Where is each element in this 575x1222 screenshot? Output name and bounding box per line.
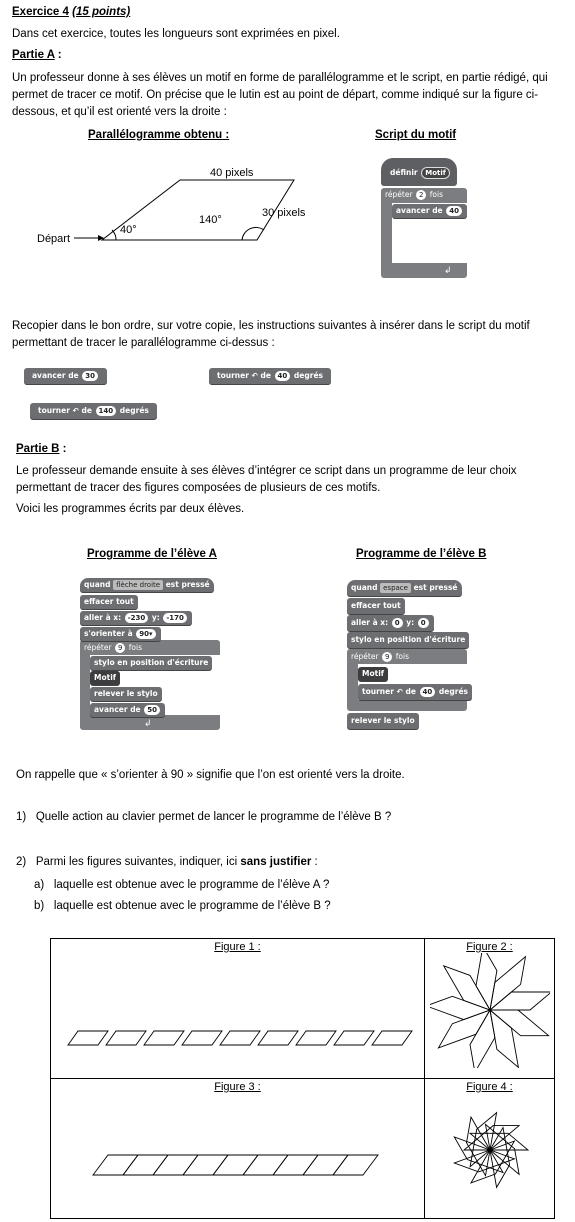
- b-n: 9: [382, 652, 392, 662]
- a-repeat: répéter: [84, 643, 112, 652]
- q2-pre: Parmi les figures suivantes, indiquer, ici: [35, 856, 241, 868]
- part-a-title: Partie A: [12, 49, 55, 61]
- b-key: espace: [380, 583, 411, 593]
- a-n: 9: [115, 643, 125, 653]
- label-angle-40: 40°: [120, 224, 137, 236]
- repeat-fois: fois: [429, 190, 444, 199]
- figures-table: [50, 938, 555, 1219]
- a-y-label: y:: [151, 613, 160, 622]
- a-fwd: 50: [144, 705, 160, 715]
- b2-text: tourner: [217, 371, 249, 380]
- b1-text: avancer de: [32, 371, 79, 380]
- b-fois: fois: [395, 652, 410, 661]
- a-dir: 90▾: [136, 629, 155, 639]
- figure-2-label: Figure 2 :: [466, 941, 513, 953]
- prog-b-repeat-label: [347, 650, 413, 664]
- rosette-petal: [490, 1010, 549, 1036]
- parallelogram-mark: [183, 1155, 228, 1175]
- rosette-petal: [430, 996, 490, 1019]
- parallelogram-mark: [182, 1031, 222, 1045]
- a-x: -230: [125, 613, 149, 623]
- intro-text: Dans cet exercice, toutes les longueurs sont exprimées en pixel.: [12, 28, 340, 40]
- a-goto: aller à x:: [84, 613, 122, 622]
- repeat-text: répéter: [385, 190, 413, 199]
- label-30-pixels: 30 pixels: [262, 207, 306, 219]
- rosette-petal: [490, 957, 526, 1010]
- figure-3-label: Figure 3 :: [214, 1081, 261, 1093]
- prog-b-motif: Motif: [358, 667, 388, 681]
- question-2: [16, 856, 318, 868]
- a-orient: s'orienter à: [84, 629, 133, 638]
- block-tourner-40: [209, 368, 331, 384]
- block-tourner-140: [30, 403, 157, 419]
- part-a-colon: :: [54, 49, 62, 61]
- program-b-title: Programme de l’élève B: [356, 548, 487, 560]
- figure-3-shapes: [93, 1155, 378, 1175]
- b-deg: 40: [420, 687, 436, 697]
- forward-value: 40: [446, 206, 462, 216]
- define-block-label: [386, 166, 455, 180]
- figure-2-cell: [425, 939, 555, 1079]
- repeat-label: [381, 188, 447, 202]
- b3-unit: degrés: [119, 406, 149, 415]
- rosette-petal: [443, 966, 489, 1010]
- b3-text: tourner: [38, 406, 70, 415]
- prog-b-penup: relever le stylo: [347, 713, 419, 729]
- parallelogram-mark: [258, 1031, 298, 1045]
- b3-de: de: [81, 406, 92, 415]
- b2-value: 40: [275, 371, 291, 381]
- parallelogram-mark: [213, 1155, 258, 1175]
- program-a-title: Programme de l’élève A: [87, 548, 217, 560]
- a-key: flèche droite: [113, 580, 163, 590]
- prog-b-turn: [358, 684, 472, 700]
- figure-1-drawing: [58, 953, 418, 1063]
- part-b-text1: Le professeur demande ensuite à ses élèves d’intégrer ce script dans un programme de leur choix permettant de tracer des figures composées de plusieurs de ces motifs.: [16, 465, 517, 494]
- part-a-instruction: Recopier dans le bon ordre, sur votre copie, les instructions suivantes à insérer dans le script du motif permettant de tracer le parallélogramme ci-dessus :: [12, 320, 530, 349]
- rosette-petal: [470, 1113, 497, 1167]
- prog-b-pendown: stylo en position d'écriture: [347, 632, 469, 648]
- qa-text: laquelle est obtenue avec le programme de l’élève A ?: [53, 879, 330, 891]
- prog-b-goto: [347, 615, 434, 631]
- figure-3-drawing: [58, 1093, 418, 1203]
- parallelogram-mark: [303, 1155, 348, 1175]
- part-b-title: Partie B: [16, 443, 60, 455]
- part-b-heading: [16, 443, 67, 455]
- prog-a-penup: relever le stylo: [90, 687, 162, 701]
- figure-1-label: Figure 1 :: [214, 941, 261, 953]
- b2-unit: degrés: [293, 371, 323, 380]
- block-avancer-30: [24, 368, 107, 384]
- b-pressed: est pressé: [413, 583, 458, 592]
- qa-num: a): [34, 879, 45, 891]
- question-2b: [34, 900, 331, 912]
- qb-num: b): [34, 900, 45, 912]
- b2-de: de: [260, 371, 271, 380]
- exercise-title: Exercice 4: [12, 6, 69, 18]
- define-text: définir: [390, 168, 418, 177]
- parallelogram-mark: [123, 1155, 168, 1175]
- figure-2-shapes: [430, 953, 550, 1068]
- figure-3-cell: [51, 1079, 425, 1219]
- parallelogram-mark: [296, 1031, 336, 1045]
- rotate-left-icon: ↶: [72, 406, 79, 415]
- figure-4-label: Figure 4 :: [466, 1081, 513, 1093]
- prog-a-orient: [80, 627, 161, 641]
- a-forward: avancer de: [94, 705, 141, 714]
- part-a-text: Un professeur donne à ses élèves un motif en forme de parallélogramme et le script, en partie rédigé, qui permet de tracer ce motif. On précise que le lutin est au point de départ, comme indiqué sur la figure ci-dessous, et qu’il est orienté vers la droite :: [12, 72, 548, 118]
- q1-num: 1): [16, 811, 27, 823]
- part-a-heading: [12, 49, 62, 61]
- forward-40-block: [392, 204, 467, 218]
- b-turn: tourner: [362, 687, 394, 696]
- label-40-pixels: 40 pixels: [210, 167, 254, 179]
- figure-2-drawing: [430, 953, 550, 1068]
- part-b-colon: :: [59, 443, 67, 455]
- reminder-text: On rappelle que « s’orienter à 90 » signifie que l’on est orienté vers la droite.: [16, 769, 405, 781]
- q2-post: :: [311, 856, 318, 868]
- parallelogram-mark: [68, 1031, 108, 1045]
- a-fois: fois: [128, 643, 143, 652]
- b-repeat: répéter: [351, 652, 379, 661]
- parallelogram-mark: [334, 1031, 374, 1045]
- b1-value: 30: [82, 371, 98, 381]
- label-depart: Départ: [37, 233, 71, 245]
- prog-a-clear: effacer tout: [80, 595, 138, 609]
- b3-value: 140: [96, 406, 117, 416]
- b-y: 0: [418, 618, 429, 628]
- q2-bold: sans justifier: [240, 856, 312, 868]
- prog-a-repeat-label: [80, 641, 146, 655]
- qb-text: laquelle est obtenue avec le programme de l’élève B ?: [53, 900, 331, 912]
- figure-1-cell: [51, 939, 425, 1079]
- prog-a-forward: [90, 703, 165, 717]
- rosette-petal: [490, 992, 550, 1010]
- prog-b-when-key: [347, 580, 462, 596]
- parallelogram-mark: [243, 1155, 288, 1175]
- parallelogram-title: Parallélogramme obtenu :: [88, 129, 230, 141]
- q1-text: Quelle action au clavier permet de lancer le programme de l’élève B ?: [35, 811, 392, 823]
- parallelogram-mark: [220, 1031, 260, 1045]
- b-y-label: y:: [406, 618, 415, 627]
- parallelogram-mark: [153, 1155, 198, 1175]
- prog-a-when-key: [80, 578, 214, 592]
- b-de: de: [405, 687, 416, 696]
- a-when: quand: [84, 580, 111, 589]
- b-goto: aller à x:: [351, 618, 389, 627]
- prog-a-motif: Motif: [90, 671, 120, 685]
- forward-text: avancer de: [396, 206, 443, 215]
- parallelogram-mark: [106, 1031, 146, 1045]
- b-unit: degrés: [438, 687, 468, 696]
- q2-num: 2): [16, 856, 27, 868]
- a-pressed: est pressé: [165, 580, 210, 589]
- exercise-header: [12, 6, 130, 18]
- exercise-points: (15 points): [72, 6, 131, 18]
- part-b-text2: Voici les programmes écrits par deux élèves.: [16, 503, 245, 515]
- parallelogram-mark: [372, 1031, 412, 1045]
- prog-a-goto: [80, 611, 192, 625]
- figure-1-shapes: [68, 1031, 412, 1045]
- figure-4-drawing: [430, 1093, 550, 1208]
- b-when: quand: [351, 583, 378, 592]
- parallelogram-mark: [333, 1155, 378, 1175]
- figure-4-cell: [425, 1079, 555, 1219]
- parallelogram-mark: [273, 1155, 318, 1175]
- question-2a: [34, 879, 329, 891]
- a-y: -170: [163, 613, 187, 623]
- parallelogram-mark: [144, 1031, 184, 1045]
- repeat-count: 2: [416, 190, 426, 200]
- prog-a-repeat-arrow-icon: ↲: [144, 718, 152, 728]
- rotate-left-icon: ↶: [396, 687, 403, 696]
- motif-label: Motif: [421, 167, 450, 179]
- rosette-petal: [438, 1010, 490, 1048]
- script-title: Script du motif: [375, 129, 457, 141]
- label-angle-140: 140°: [199, 214, 222, 226]
- parallelogram-mark: [93, 1155, 138, 1175]
- rotate-left-icon: ↶: [251, 371, 258, 380]
- question-1: [16, 811, 391, 823]
- prog-b-clear: effacer tout: [347, 598, 405, 614]
- rosette-petal: [476, 953, 497, 1010]
- prog-a-pendown: stylo en position d'écriture: [90, 656, 212, 670]
- figure-4-shapes: [454, 1113, 528, 1188]
- b-x: 0: [392, 618, 403, 628]
- repeat-arrow-icon: ↲: [444, 265, 452, 275]
